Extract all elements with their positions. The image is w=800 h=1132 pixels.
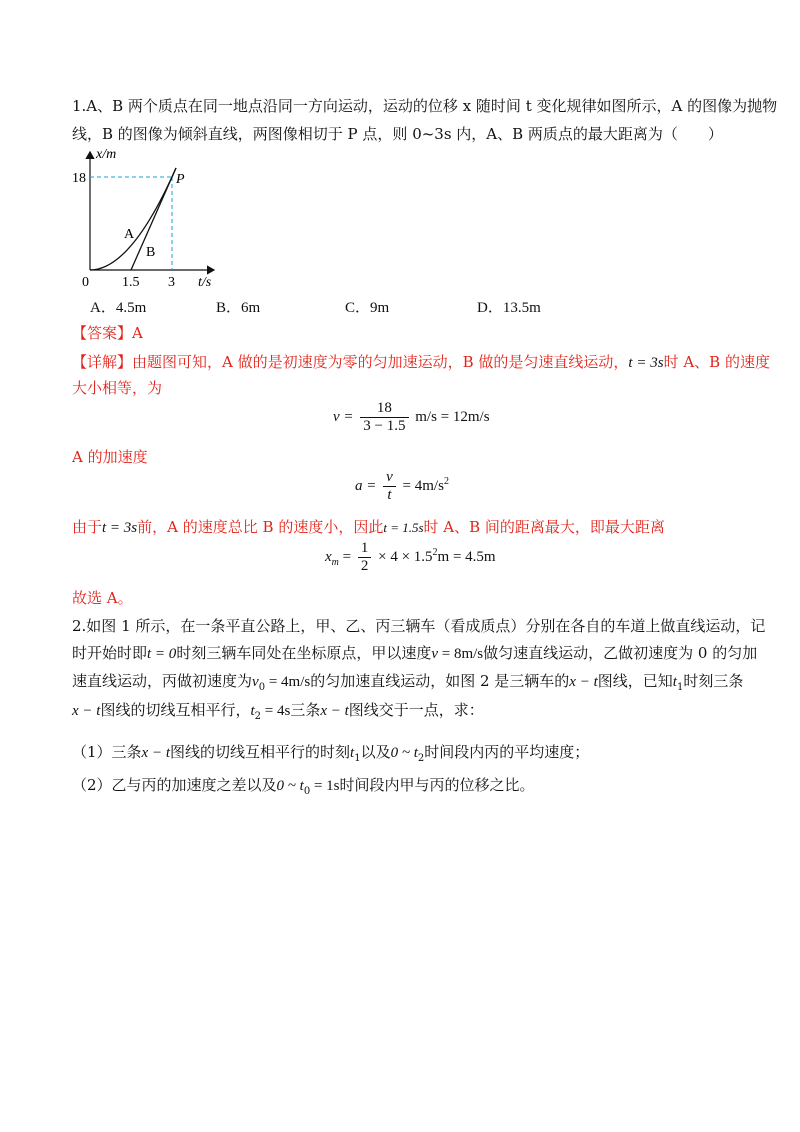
q1-option-b: B．6m (216, 300, 261, 316)
detail-t3s: t = 3s (628, 355, 664, 371)
q1-reason-line: 由于t = 3s前，A 的速度总比 B 的速度小，因此t = 1.5s时 A、B 间的距离最大，即最大距离 (72, 518, 665, 536)
q1-xt-graph (72, 146, 222, 292)
q2-line1: 2.如图 1 所示，在一条平直公路上，甲、乙、丙三辆车（看成质点）分别在各自的车道上做直线运动，记 (72, 617, 766, 635)
point-p-label: P (176, 172, 185, 187)
q2-line3: 速直线运动，丙做初速度为$v_0 = 4m/s$的匀加速直线运动，如图 2 是三辆车的x − t图线，已知$t_1$时刻三条 (72, 672, 744, 693)
q1-stem-line2: 线，B 的图像为倾斜直线，两图像相切于 P 点，则 0~3s 内，A、B 两质点的最大距离为（ ） (72, 125, 723, 143)
q1-option-c: C．9m (345, 300, 390, 316)
q1-stem-line1: 1.A、B 两个质点在同一地点沿同一方向运动，运动的位移 x 随时间 t 变化规律如图所示，A 的图像为抛物 (72, 97, 778, 115)
equation-max-distance: $x_m$ = $\frac{1}{2}$ × $4 \times 1.5^2m = 4.5m$ (325, 540, 496, 574)
equation-velocity: v = $\frac{18}{3 - 1.5}$ m/s = 12m/s (333, 400, 490, 434)
curve-a-label: A (124, 227, 135, 242)
q1-answer: 【答案】A (72, 324, 143, 342)
q2-line2: 时开始时即t = 0时刻三辆车同处在坐标原点，甲以速度v = 8m/s做匀速直线运动，乙做初速度为 0 的匀加 (72, 644, 758, 662)
detail-tag: 【详解】 (72, 353, 133, 371)
q1-accel-label: A 的加速度 (72, 448, 148, 466)
line-b-label: B (146, 245, 156, 260)
y-axis-label: x/m (96, 147, 117, 162)
q2-subquestion-1: （1）三条x − t图线的切线互相平行的时刻$t_1$以及0 ~ $t_2$时间段内丙的平均速度； (72, 743, 590, 764)
q1-option-d: D．13.5m (477, 300, 541, 316)
equation-acceleration: a = $\frac{v}{t}$ = $4m/s^2$ (355, 469, 449, 503)
detail-text-b: 时 A、B 的速度 (663, 353, 770, 371)
y-tick-18: 18 (72, 171, 86, 186)
q1-detail-line1 (72, 352, 770, 373)
origin-label: 0 (82, 275, 89, 290)
q1-conclusion: 故选 A。 (72, 589, 133, 607)
x-axis-label: t/s (198, 275, 212, 290)
x-tick-3: 3 (168, 275, 175, 290)
q2-line4: x − t图线的切线互相平行，$t_2 = 4s$三条x − t图线交于一点，求： (72, 701, 484, 722)
q1-option-a: A．4.5m (90, 300, 147, 316)
x-tick-1-5: 1.5 (122, 275, 140, 290)
curve-a (90, 168, 176, 270)
q2-subquestion-2: （2）乙与丙的加速度之差以及0 ~ $t_0 = 1s$时间段内甲与丙的位移之比。 (72, 776, 535, 797)
q1-detail-line2: 大小相等，为 (72, 379, 163, 397)
detail-text: 由题图可知，A 做的是初速度为零的匀加速运动，B 做的是匀速直线运动， (132, 353, 629, 371)
